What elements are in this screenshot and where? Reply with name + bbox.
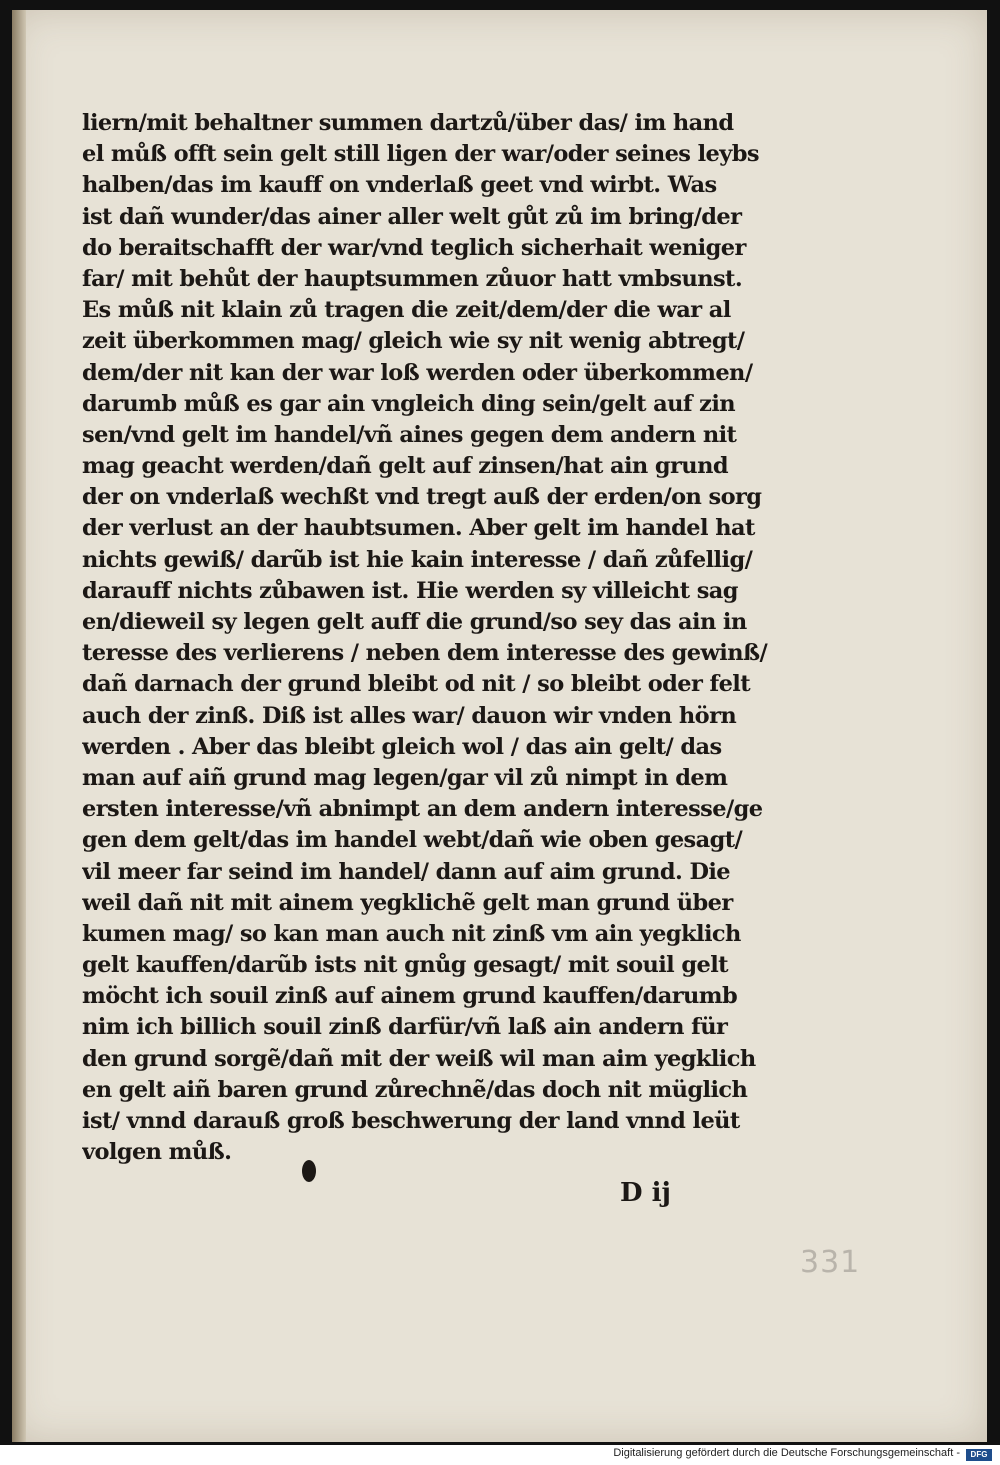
- text-line: en gelt aiñ baren grund zůrechnẽ/das doch nit müglich: [82, 1076, 748, 1103]
- text-line: weil dañ nit mit ainem yegklichẽ gelt man grund über: [82, 889, 733, 916]
- signature-mark: D ij: [620, 1178, 671, 1208]
- dfg-logo-icon[interactable]: DFG: [966, 1449, 992, 1461]
- ink-blot: [302, 1160, 316, 1182]
- text-line: vil meer far seind im handel/ dann auf aim grund. Die: [82, 858, 731, 885]
- book-page: [12, 10, 987, 1442]
- text-line: möcht ich souil zinß auf ainem grund kauffen/darumb: [82, 983, 738, 1010]
- text-line: den grund sorgẽ/dañ mit der weiß wil man aim yegklich: [82, 1045, 756, 1072]
- text-line: ersten interesse/vñ abnimpt an dem andern interesse/ge: [82, 796, 763, 823]
- text-line: Es můß nit klain zů tragen die zeit/dem/der die war al: [82, 297, 731, 324]
- page-gutter: [12, 10, 26, 1442]
- text-line: man auf aiñ grund mag legen/gar vil zů nimpt in dem: [82, 764, 728, 791]
- text-line: zeit überkommen mag/ gleich wie sy nit wenig abtregt/: [82, 328, 745, 355]
- text-line: sen/vnd gelt im handel/vñ aines gegen dem andern nit: [82, 421, 737, 448]
- text-line: do beraitschafft der war/vnd teglich sicherhait weniger: [82, 234, 746, 261]
- text-line: en/dieweil sy legen gelt auff die grund/so sey das ain in: [82, 609, 747, 635]
- text-line: darauff nichts zůbawen ist. Hie werden sy villeicht sag: [82, 577, 738, 604]
- text-line: far/ mit behůt der hauptsummen zůuor hatt vmbsunst.: [82, 265, 743, 292]
- text-line: werden . Aber das bleibt gleich wol / das ain gelt/ das: [82, 733, 722, 760]
- text-line: mag geacht werden/dañ gelt auf zinsen/hat ain grund: [82, 453, 728, 480]
- text-block: [82, 108, 782, 1168]
- text-line: auch der zinß. Diß ist alles war/ dauon wir vnden hörn: [82, 702, 737, 729]
- text-line: dem/der nit kan der war loß werden oder überkommen/: [82, 359, 753, 386]
- text-line: der verlust an der haubtsumen. Aber gelt im handel hat: [82, 515, 755, 542]
- text-line: gelt kauffen/darũb ists nit gnůg gesagt/ mit souil gelt: [82, 952, 728, 979]
- text-line: volgen můß.: [82, 1139, 232, 1166]
- text-line: der on vnderlaß wechßt vnd tregt auß der erden/on sorg: [82, 484, 762, 511]
- text-line: kumen mag/ so kan man auch nit zinß vm ain yegklich: [82, 920, 741, 947]
- text-line: teresse des verlierens / neben dem interesse des gewinß/: [82, 640, 768, 667]
- text-line: el můß offt sein gelt still ligen der war/oder seines leybs: [82, 141, 759, 168]
- text-line: darumb můß es gar ain vngleich ding sein/gelt auf zin: [82, 390, 736, 417]
- text-line: ist/ vnnd darauß groß beschwerung der land vnnd leüt: [82, 1108, 740, 1134]
- pencil-page-number: 331: [800, 1245, 861, 1280]
- text-line: dañ darnach der grund bleibt od nit / so bleibt oder felt: [82, 671, 751, 698]
- text-line: nim ich billich souil zinß darfür/vñ laß ain andern für: [82, 1014, 728, 1041]
- text-line: liern/mit behaltner summen dartzů/über das/ im hand: [82, 110, 734, 136]
- footer-bar: [0, 1445, 1000, 1465]
- text-line: gen dem gelt/das im handel webt/dañ wie oben gesagt/: [82, 827, 743, 854]
- text-line: ist dañ wunder/das ainer aller welt gůt zů im bring/der: [82, 203, 742, 230]
- text-line: halben/das im kauff on vnderlaß geet vnd wirbt. Was: [82, 172, 717, 199]
- footer-credit: Digitalisierung gefördert durch die Deutsche Forschungsgemeinschaft -: [613, 1447, 960, 1459]
- text-line: nichts gewiß/ darũb ist hie kain interesse / dañ zůfellig/: [82, 546, 753, 573]
